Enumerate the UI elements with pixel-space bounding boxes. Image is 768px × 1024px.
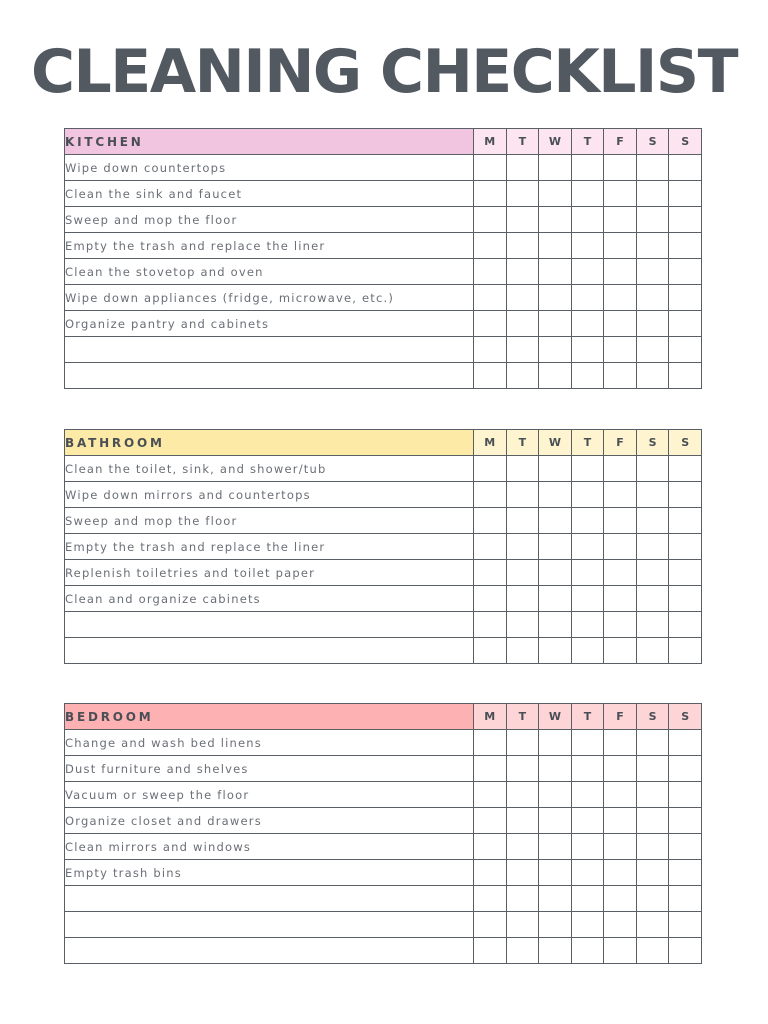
- check-box[interactable]: [636, 938, 669, 964]
- check-box[interactable]: [539, 560, 572, 586]
- check-box[interactable]: [539, 181, 572, 207]
- check-box[interactable]: [506, 938, 539, 964]
- check-box[interactable]: [571, 938, 604, 964]
- check-box[interactable]: [539, 311, 572, 337]
- check-box[interactable]: [636, 886, 669, 912]
- check-box[interactable]: [474, 482, 507, 508]
- task-label: Empty the trash and replace the liner: [65, 534, 474, 560]
- check-box[interactable]: [604, 638, 637, 664]
- check-box[interactable]: [604, 285, 637, 311]
- check-box[interactable]: [636, 612, 669, 638]
- check-box[interactable]: [604, 560, 637, 586]
- check-box[interactable]: [669, 782, 702, 808]
- task-label: Replenish toiletries and toilet paper: [65, 560, 474, 586]
- day-header: S: [636, 704, 669, 730]
- task-row: [65, 456, 702, 482]
- check-box[interactable]: [474, 508, 507, 534]
- task-row: [65, 363, 702, 389]
- check-box[interactable]: [636, 560, 669, 586]
- check-box[interactable]: [636, 337, 669, 363]
- section-header-row: [65, 430, 702, 456]
- check-box[interactable]: [571, 285, 604, 311]
- check-box[interactable]: [474, 560, 507, 586]
- check-box[interactable]: [539, 782, 572, 808]
- task-row: [65, 912, 702, 938]
- check-box[interactable]: [669, 730, 702, 756]
- check-box[interactable]: [506, 207, 539, 233]
- check-box[interactable]: [669, 534, 702, 560]
- check-box[interactable]: [636, 834, 669, 860]
- check-box[interactable]: [571, 207, 604, 233]
- task-row: [65, 155, 702, 181]
- day-header: W: [539, 704, 572, 730]
- check-box[interactable]: [539, 534, 572, 560]
- check-box[interactable]: [636, 482, 669, 508]
- check-box[interactable]: [571, 782, 604, 808]
- check-box[interactable]: [474, 808, 507, 834]
- check-box[interactable]: [539, 808, 572, 834]
- task-label: Organize closet and drawers: [65, 808, 474, 834]
- check-box[interactable]: [571, 756, 604, 782]
- check-box[interactable]: [571, 233, 604, 259]
- task-label: Wipe down mirrors and countertops: [65, 482, 474, 508]
- task-row: [65, 756, 702, 782]
- day-header: T: [506, 129, 539, 155]
- check-box[interactable]: [539, 155, 572, 181]
- section-name: BEDROOM: [65, 704, 474, 730]
- day-header: S: [636, 129, 669, 155]
- check-box[interactable]: [669, 886, 702, 912]
- check-box[interactable]: [669, 912, 702, 938]
- day-header: M: [474, 129, 507, 155]
- task-row: [65, 834, 702, 860]
- check-box[interactable]: [571, 482, 604, 508]
- check-box[interactable]: [669, 337, 702, 363]
- check-box[interactable]: [506, 612, 539, 638]
- check-box[interactable]: [604, 834, 637, 860]
- check-box[interactable]: [474, 912, 507, 938]
- check-box[interactable]: [539, 912, 572, 938]
- check-box[interactable]: [669, 586, 702, 612]
- check-box[interactable]: [636, 534, 669, 560]
- check-box[interactable]: [474, 285, 507, 311]
- check-box[interactable]: [474, 337, 507, 363]
- day-header: F: [604, 704, 637, 730]
- check-box[interactable]: [636, 207, 669, 233]
- check-box[interactable]: [636, 912, 669, 938]
- day-header: T: [506, 704, 539, 730]
- check-box[interactable]: [669, 155, 702, 181]
- check-box[interactable]: [604, 730, 637, 756]
- task-row: [65, 886, 702, 912]
- check-box[interactable]: [571, 886, 604, 912]
- check-box[interactable]: [539, 860, 572, 886]
- check-box[interactable]: [604, 808, 637, 834]
- check-box[interactable]: [571, 912, 604, 938]
- task-label: Sweep and mop the floor: [65, 207, 474, 233]
- day-header: M: [474, 704, 507, 730]
- day-header: F: [604, 129, 637, 155]
- section-table-bedroom: [64, 703, 702, 964]
- day-header: S: [669, 430, 702, 456]
- check-box[interactable]: [604, 259, 637, 285]
- task-row: [65, 207, 702, 233]
- check-box[interactable]: [474, 730, 507, 756]
- check-box[interactable]: [571, 508, 604, 534]
- check-box[interactable]: [571, 860, 604, 886]
- check-box[interactable]: [636, 285, 669, 311]
- check-box[interactable]: [669, 508, 702, 534]
- check-box[interactable]: [474, 756, 507, 782]
- check-box[interactable]: [539, 482, 572, 508]
- check-box[interactable]: [474, 534, 507, 560]
- task-row: [65, 285, 702, 311]
- check-box[interactable]: [474, 638, 507, 664]
- check-box[interactable]: [636, 233, 669, 259]
- check-box[interactable]: [539, 612, 572, 638]
- check-box[interactable]: [506, 638, 539, 664]
- check-box[interactable]: [571, 638, 604, 664]
- day-header: S: [636, 430, 669, 456]
- check-box[interactable]: [506, 363, 539, 389]
- check-box[interactable]: [539, 456, 572, 482]
- task-row: [65, 482, 702, 508]
- check-box[interactable]: [474, 586, 507, 612]
- check-box[interactable]: [604, 612, 637, 638]
- task-label: Clean and organize cabinets: [65, 586, 474, 612]
- check-box[interactable]: [539, 207, 572, 233]
- check-box[interactable]: [636, 155, 669, 181]
- check-box[interactable]: [539, 233, 572, 259]
- check-box[interactable]: [669, 311, 702, 337]
- day-header: S: [669, 129, 702, 155]
- check-box[interactable]: [571, 560, 604, 586]
- section-table-bathroom: [64, 429, 702, 664]
- day-header: T: [506, 430, 539, 456]
- check-box[interactable]: [571, 456, 604, 482]
- check-box[interactable]: [604, 181, 637, 207]
- task-label: [65, 638, 474, 664]
- check-box[interactable]: [474, 612, 507, 638]
- task-label: Clean the toilet, sink, and shower/tub: [65, 456, 474, 482]
- check-box[interactable]: [636, 363, 669, 389]
- task-label: [65, 612, 474, 638]
- check-box[interactable]: [604, 456, 637, 482]
- check-box[interactable]: [539, 337, 572, 363]
- task-row: [65, 560, 702, 586]
- check-box[interactable]: [539, 508, 572, 534]
- task-label: [65, 886, 474, 912]
- task-row: [65, 638, 702, 664]
- check-box[interactable]: [474, 233, 507, 259]
- check-box[interactable]: [669, 363, 702, 389]
- check-box[interactable]: [474, 207, 507, 233]
- check-box[interactable]: [539, 938, 572, 964]
- check-box[interactable]: [474, 782, 507, 808]
- check-box[interactable]: [636, 782, 669, 808]
- check-box[interactable]: [669, 834, 702, 860]
- check-box[interactable]: [636, 756, 669, 782]
- check-box[interactable]: [636, 860, 669, 886]
- task-row: [65, 337, 702, 363]
- check-box[interactable]: [636, 808, 669, 834]
- page-title: CLEANING CHECKLIST: [30, 37, 738, 107]
- check-box[interactable]: [474, 363, 507, 389]
- task-label: Wipe down appliances (fridge, microwave, etc.): [65, 285, 474, 311]
- task-label: Clean the sink and faucet: [65, 181, 474, 207]
- task-row: [65, 808, 702, 834]
- check-box[interactable]: [539, 285, 572, 311]
- task-label: Dust furniture and shelves: [65, 756, 474, 782]
- check-box[interactable]: [506, 337, 539, 363]
- check-box[interactable]: [539, 730, 572, 756]
- check-box[interactable]: [604, 860, 637, 886]
- task-row: [65, 586, 702, 612]
- task-row: [65, 782, 702, 808]
- check-box[interactable]: [506, 482, 539, 508]
- day-header: T: [571, 430, 604, 456]
- task-label: Clean mirrors and windows: [65, 834, 474, 860]
- task-label: Organize pantry and cabinets: [65, 311, 474, 337]
- check-box[interactable]: [669, 181, 702, 207]
- check-box[interactable]: [604, 938, 637, 964]
- check-box[interactable]: [539, 756, 572, 782]
- task-label: [65, 938, 474, 964]
- check-box[interactable]: [506, 834, 539, 860]
- check-box[interactable]: [636, 456, 669, 482]
- task-row: [65, 860, 702, 886]
- day-header: S: [669, 704, 702, 730]
- check-box[interactable]: [604, 534, 637, 560]
- check-box[interactable]: [539, 886, 572, 912]
- task-label: Empty the trash and replace the liner: [65, 233, 474, 259]
- check-box[interactable]: [669, 612, 702, 638]
- check-box[interactable]: [636, 586, 669, 612]
- task-row: [65, 534, 702, 560]
- check-box[interactable]: [669, 860, 702, 886]
- check-box[interactable]: [571, 834, 604, 860]
- day-header: W: [539, 430, 572, 456]
- check-box[interactable]: [669, 808, 702, 834]
- check-box[interactable]: [604, 586, 637, 612]
- check-box[interactable]: [474, 259, 507, 285]
- check-box[interactable]: [539, 259, 572, 285]
- check-box[interactable]: [571, 259, 604, 285]
- day-header: F: [604, 430, 637, 456]
- day-header: W: [539, 129, 572, 155]
- section-name: KITCHEN: [65, 129, 474, 155]
- check-box[interactable]: [506, 808, 539, 834]
- check-box[interactable]: [636, 311, 669, 337]
- check-box[interactable]: [571, 311, 604, 337]
- check-box[interactable]: [474, 155, 507, 181]
- check-box[interactable]: [506, 181, 539, 207]
- check-box[interactable]: [604, 233, 637, 259]
- check-box[interactable]: [474, 938, 507, 964]
- task-row: [65, 311, 702, 337]
- check-box[interactable]: [506, 534, 539, 560]
- day-header: M: [474, 430, 507, 456]
- check-box[interactable]: [604, 207, 637, 233]
- section-header-row: [65, 704, 702, 730]
- check-box[interactable]: [604, 337, 637, 363]
- check-box[interactable]: [604, 482, 637, 508]
- check-box[interactable]: [669, 482, 702, 508]
- check-box[interactable]: [539, 363, 572, 389]
- task-label: Empty trash bins: [65, 860, 474, 886]
- check-box[interactable]: [571, 730, 604, 756]
- check-box[interactable]: [636, 181, 669, 207]
- check-box[interactable]: [669, 756, 702, 782]
- task-label: Change and wash bed linens: [65, 730, 474, 756]
- check-box[interactable]: [506, 259, 539, 285]
- check-box[interactable]: [604, 912, 637, 938]
- check-box[interactable]: [604, 363, 637, 389]
- day-header: T: [571, 704, 604, 730]
- check-box[interactable]: [604, 311, 637, 337]
- check-box[interactable]: [669, 233, 702, 259]
- check-box[interactable]: [506, 155, 539, 181]
- check-box[interactable]: [571, 337, 604, 363]
- check-box[interactable]: [604, 508, 637, 534]
- check-box[interactable]: [474, 456, 507, 482]
- section-table-kitchen: [64, 128, 702, 389]
- check-box[interactable]: [474, 181, 507, 207]
- check-box[interactable]: [506, 508, 539, 534]
- task-label: [65, 912, 474, 938]
- check-box[interactable]: [539, 638, 572, 664]
- check-box[interactable]: [669, 207, 702, 233]
- check-box[interactable]: [506, 730, 539, 756]
- task-label: [65, 337, 474, 363]
- check-box[interactable]: [474, 834, 507, 860]
- check-box[interactable]: [604, 756, 637, 782]
- check-box[interactable]: [604, 782, 637, 808]
- task-label: Vacuum or sweep the floor: [65, 782, 474, 808]
- check-box[interactable]: [669, 938, 702, 964]
- check-box[interactable]: [669, 259, 702, 285]
- check-box[interactable]: [506, 886, 539, 912]
- check-box[interactable]: [506, 560, 539, 586]
- check-box[interactable]: [571, 155, 604, 181]
- check-box[interactable]: [571, 363, 604, 389]
- check-box[interactable]: [506, 756, 539, 782]
- task-label: Wipe down countertops: [65, 155, 474, 181]
- check-box[interactable]: [474, 311, 507, 337]
- task-row: [65, 233, 702, 259]
- day-header: T: [571, 129, 604, 155]
- check-box[interactable]: [636, 730, 669, 756]
- task-row: [65, 612, 702, 638]
- check-box[interactable]: [669, 638, 702, 664]
- check-box[interactable]: [571, 181, 604, 207]
- check-box[interactable]: [669, 560, 702, 586]
- check-box[interactable]: [474, 886, 507, 912]
- section-name: BATHROOM: [65, 430, 474, 456]
- check-box[interactable]: [506, 586, 539, 612]
- check-box[interactable]: [571, 586, 604, 612]
- check-box[interactable]: [506, 912, 539, 938]
- task-row: [65, 938, 702, 964]
- check-box[interactable]: [571, 612, 604, 638]
- task-row: [65, 259, 702, 285]
- check-box[interactable]: [506, 456, 539, 482]
- check-box[interactable]: [506, 233, 539, 259]
- check-box[interactable]: [539, 586, 572, 612]
- check-box[interactable]: [636, 638, 669, 664]
- check-box[interactable]: [669, 456, 702, 482]
- task-row: [65, 508, 702, 534]
- task-row: [65, 730, 702, 756]
- check-box[interactable]: [636, 259, 669, 285]
- section-header-row: [65, 129, 702, 155]
- check-box[interactable]: [506, 782, 539, 808]
- check-box[interactable]: [571, 808, 604, 834]
- check-box[interactable]: [506, 860, 539, 886]
- check-box[interactable]: [506, 285, 539, 311]
- task-row: [65, 181, 702, 207]
- task-label: Sweep and mop the floor: [65, 508, 474, 534]
- check-box[interactable]: [604, 886, 637, 912]
- check-box[interactable]: [506, 311, 539, 337]
- task-label: [65, 363, 474, 389]
- check-box[interactable]: [669, 285, 702, 311]
- check-box[interactable]: [604, 155, 637, 181]
- check-box[interactable]: [571, 534, 604, 560]
- check-box[interactable]: [539, 834, 572, 860]
- task-label: Clean the stovetop and oven: [65, 259, 474, 285]
- check-box[interactable]: [636, 508, 669, 534]
- check-box[interactable]: [474, 860, 507, 886]
